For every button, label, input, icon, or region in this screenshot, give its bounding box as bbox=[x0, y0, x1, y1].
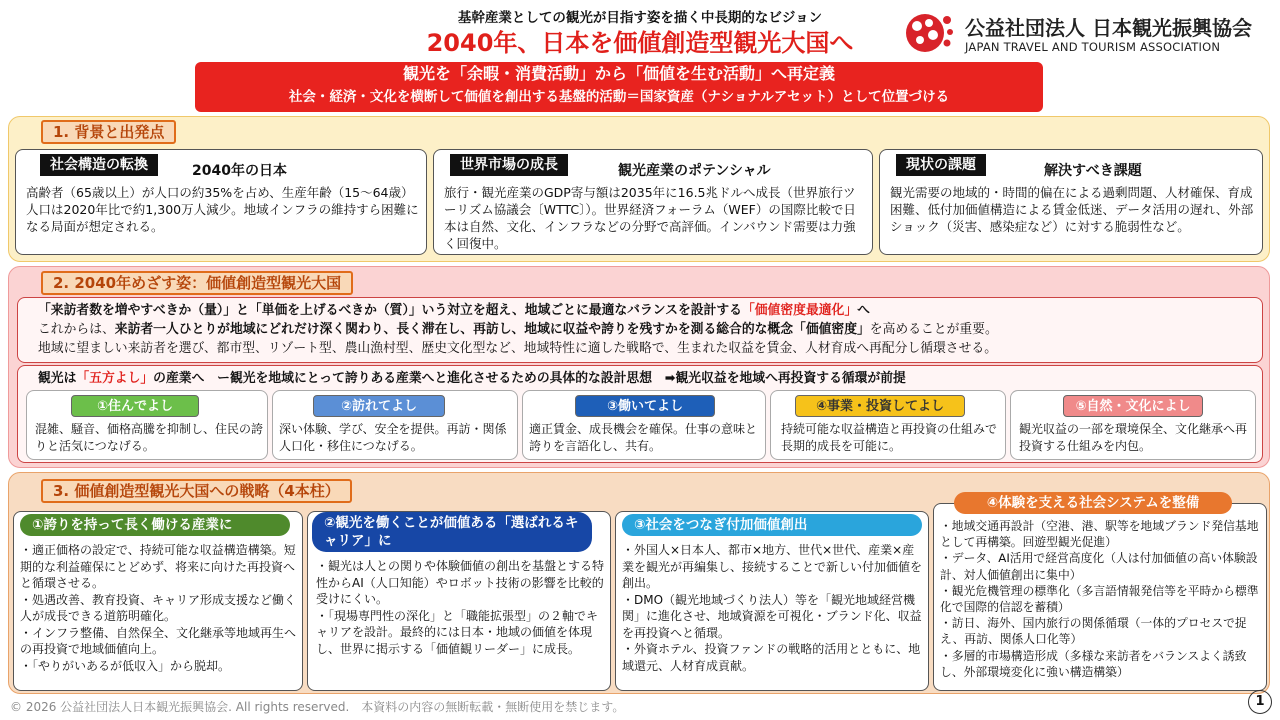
pillar-bullet: ・処遇改善、教育投資、キャリア形成支援など働く人が成長できる道筋明確化。 bbox=[20, 592, 297, 623]
heading-end: の産業へ ー観光を地域にとって誇りある産業へと進化させるための具体的な設計思想 ➡観光収益を地域へ再投資する循環が前提 bbox=[153, 371, 906, 386]
pillar-1-card bbox=[13, 511, 303, 691]
pillar-2-card bbox=[307, 511, 611, 691]
pillar-bullet: ・多層的市場構造形成（多様な来訪者をバランスよく誘致し、外部環境変化に強い構造構築） bbox=[940, 648, 1247, 679]
pillar-bullet: ・「現場専門性の深化」と「職能拡張型」の２軸でキャリアを設計。最終的には日本・地域の価値を体現し、世界に掲示する「価値観リーダー」に成長。 bbox=[316, 608, 599, 656]
card-subtitle: 観光産業のポテンシャル bbox=[618, 163, 771, 179]
good-item-label: ③働いてよし bbox=[575, 395, 715, 417]
value-density-line3: 地域に望ましい来訪者を選び、都市型、リゾート型、農山漁村型、歴史文化型など、地域特性に適した戦略で、生まれた収益を賃金、人材育成へ再配分し循環させる。 bbox=[38, 341, 997, 356]
pillar-3-bullets bbox=[622, 542, 924, 674]
pillar-4-bullets bbox=[940, 518, 1264, 680]
line1-highlight: 「価値密度最適化」 bbox=[741, 303, 858, 318]
vision-banner bbox=[195, 62, 1043, 112]
card-text: 旅行・観光産業のGDP寄与額は2035年に16.5兆ドルへ成長（世界旅行ツーリズム協議会〔WTTC〕）。世界経済フォーラム（WEF）の国際比較で日本は自然、文化、インフラなどの分野で高評価。インバウンド需要は力強く回復中。 bbox=[444, 185, 856, 251]
pillar-2-bullets bbox=[316, 558, 606, 657]
heading-highlight: 「五方よし」 bbox=[76, 371, 154, 386]
pillar-bullet: ・外資ホテル、投資ファンドの戦略的活用とともに、地域還元、人材育成貢献。 bbox=[622, 642, 921, 673]
card-text: 高齢者（65歳以上）が人口の約35%を占め、生産年齢（15～64歳）人口は2020年比で約1,300万人減少。地域インフラの維持すら困難になる局面が想定される。 bbox=[26, 185, 419, 234]
card-subtitle: 2040年の日本 bbox=[192, 163, 287, 179]
section-vision-label: 2. 2040年めざす姿：価値創造型観光大国 bbox=[41, 271, 353, 295]
good-item-text: 深い体験、学び、安全を提供。再訪・関係人口化・移住につなげる。 bbox=[279, 422, 507, 453]
card-text: 観光需要の地域的・時間的偏在による過剰問題、人材確保、育成困難、低付加価値構造による賃金低迷、データ活用の遅れ、外部ショック（災害、感染症など）に対する脆弱性など。 bbox=[890, 185, 1254, 234]
good-item-label: ④事業・投資してよし bbox=[795, 395, 965, 417]
pillar-bullet: ・地域交通再設計（空港、港、駅等を地域ブランド発信基地として再構築。回遊型観光促進） bbox=[940, 519, 1259, 550]
line2-end: を高めることが重要。 bbox=[869, 322, 998, 337]
pillar-1-bullets bbox=[20, 542, 300, 674]
logo-mark-icon bbox=[903, 10, 955, 56]
pillar-1-title: ①誇りを持って長く働ける産業に bbox=[20, 514, 290, 536]
good-item-nature-culture bbox=[1010, 390, 1256, 460]
section-background bbox=[8, 116, 1270, 262]
pillar-bullet: ・外国人×日本人、都市×地方、世代×世代、産業×産業を観光が再編集し、接続することで新しい付加価値を創出。 bbox=[622, 543, 923, 590]
banner-line2: 社会・経済・文化を横断して価値を創出する基盤的活動＝国家資産（ナショナルアセット）として位置づける bbox=[288, 89, 950, 105]
pillar-bullet: ・観光は人との関りや体験価値の創出を基盤とする特性からAI（人口知能）やロボット技術の影響を比較的受けにくい。 bbox=[316, 559, 605, 606]
header-subtitle: 基幹産業としての観光が目指す姿を描く中長期的なビジョン bbox=[457, 10, 823, 26]
value-density-line1 bbox=[38, 302, 870, 320]
pillar-3-card bbox=[615, 511, 929, 691]
card-tag: 現状の課題 bbox=[896, 154, 986, 176]
heading-start: 観光は bbox=[38, 371, 77, 386]
logo-name: 公益社団法人 日本観光振興協会 bbox=[965, 16, 1252, 40]
card-current-issues bbox=[879, 149, 1263, 255]
section-strategy bbox=[8, 472, 1270, 694]
pillar-bullet: ・データ、AI活用で経営高度化（人は付加価値の高い体験設計、対人価値創出に集中） bbox=[940, 551, 1258, 582]
five-goods-box bbox=[17, 365, 1263, 463]
card-tag: 世界市場の成長 bbox=[450, 154, 568, 176]
page-number: 1 bbox=[1248, 690, 1272, 714]
banner-line1: 観光を「余暇・消費活動」から「価値を生む活動」へ再定義 bbox=[402, 64, 835, 83]
logo-en: JAPAN TRAVEL AND TOURISM ASSOCIATION bbox=[965, 40, 1221, 54]
good-item-text: 観光収益の一部を環境保全、文化継承へ再投資する仕組みを内包。 bbox=[1019, 422, 1248, 453]
value-density-line2 bbox=[38, 321, 998, 339]
good-item-text: 持続可能な収益構造と再投資の仕組みで長期的成長を可能に。 bbox=[781, 422, 998, 453]
good-item-text: 適正賃金、成長機会を確保。仕事の意味と誇りを言語化し、共有。 bbox=[529, 422, 758, 453]
line1-end: へ bbox=[857, 303, 870, 318]
pillar-2-title: ②観光を働くことが価値ある「選ばれるキャリア」に bbox=[312, 512, 592, 552]
good-item-workers bbox=[522, 390, 766, 460]
card-world-market bbox=[433, 149, 873, 255]
page-title: 2040年、日本を価値創造型観光大国へ bbox=[426, 29, 854, 57]
good-item-business bbox=[770, 390, 1006, 460]
pillar-bullet: ・「やりがいあるが低収入」から脱却。 bbox=[20, 658, 231, 673]
good-item-visitors bbox=[272, 390, 518, 460]
good-item-residents bbox=[26, 390, 268, 460]
pillar-bullet: ・インフラ整備、自然保全、文化継承等地域再生への再投資で地域価値向上。 bbox=[20, 625, 297, 656]
pillar-bullet: ・適正価格の設定で、持続可能な収益構造構築。短期的な利益確保にとどめず、将来に向けた再投資へと循環させる。 bbox=[20, 543, 296, 590]
line2-start: これからは、 bbox=[38, 322, 115, 337]
good-item-label: ②訪れてよし bbox=[313, 395, 445, 417]
footer-copyright: © 2026 公益社団法人日本観光振興協会. All rights reserved. 本資料の内容の無断転載・無断使用を禁じます。 bbox=[10, 700, 625, 714]
value-density-box bbox=[17, 297, 1263, 363]
line2-emphasis: 来訪者一人ひとりが地域にどれだけ深く関わり、長く滞在し、再訪し、地域に収益や誇りを残すかを測る総合的な概念「価値密度」 bbox=[114, 322, 870, 337]
good-item-text: 混雑、騒音、価格高騰を抑制し、住民の誇りと活気につなげる。 bbox=[35, 422, 264, 453]
pillar-bullet: ・DMO（観光地域づくり法人）等を「観光地域経営機関」に進化させ、地域資源を可視化・ブランド化、収益を再投資へと循環。 bbox=[622, 592, 922, 640]
line1-main: 「来訪者数を増やすべきか（量）」と「単価を上げるべきか（質）」いう対立を超え、地域ごとに最適なバランスを設計する bbox=[38, 303, 742, 318]
card-social-structure bbox=[15, 149, 427, 255]
logo bbox=[903, 10, 1275, 60]
good-item-label: ①住んでよし bbox=[71, 395, 199, 417]
section-background-label: 1. 背景と出発点 bbox=[41, 120, 176, 144]
pillar-bullet: ・観光危機管理の標準化（多言語情報発信等を平時から標準化で国際的信認を蓄積） bbox=[940, 583, 1259, 615]
card-subtitle: 解決すべき課題 bbox=[1044, 163, 1142, 179]
section-strategy-label: 3. 価値創造型観光大国への戦略（4本柱） bbox=[41, 479, 352, 503]
five-goods-heading bbox=[38, 370, 906, 388]
section-vision bbox=[8, 266, 1270, 468]
good-item-label: ⑤自然・文化によし bbox=[1063, 395, 1203, 417]
pillar-4-title: ④体験を支える社会システムを整備 bbox=[954, 492, 1232, 514]
pillar-3-title: ③社会をつなぎ付加価値創出 bbox=[622, 514, 922, 536]
pillar-bullet: ・訪日、海外、国内旅行の関係循環（一体的プロセスで捉え、再訪、関係人口化等） bbox=[940, 616, 1247, 647]
card-tag: 社会構造の転換 bbox=[40, 154, 158, 176]
pillar-4-card bbox=[933, 495, 1267, 691]
